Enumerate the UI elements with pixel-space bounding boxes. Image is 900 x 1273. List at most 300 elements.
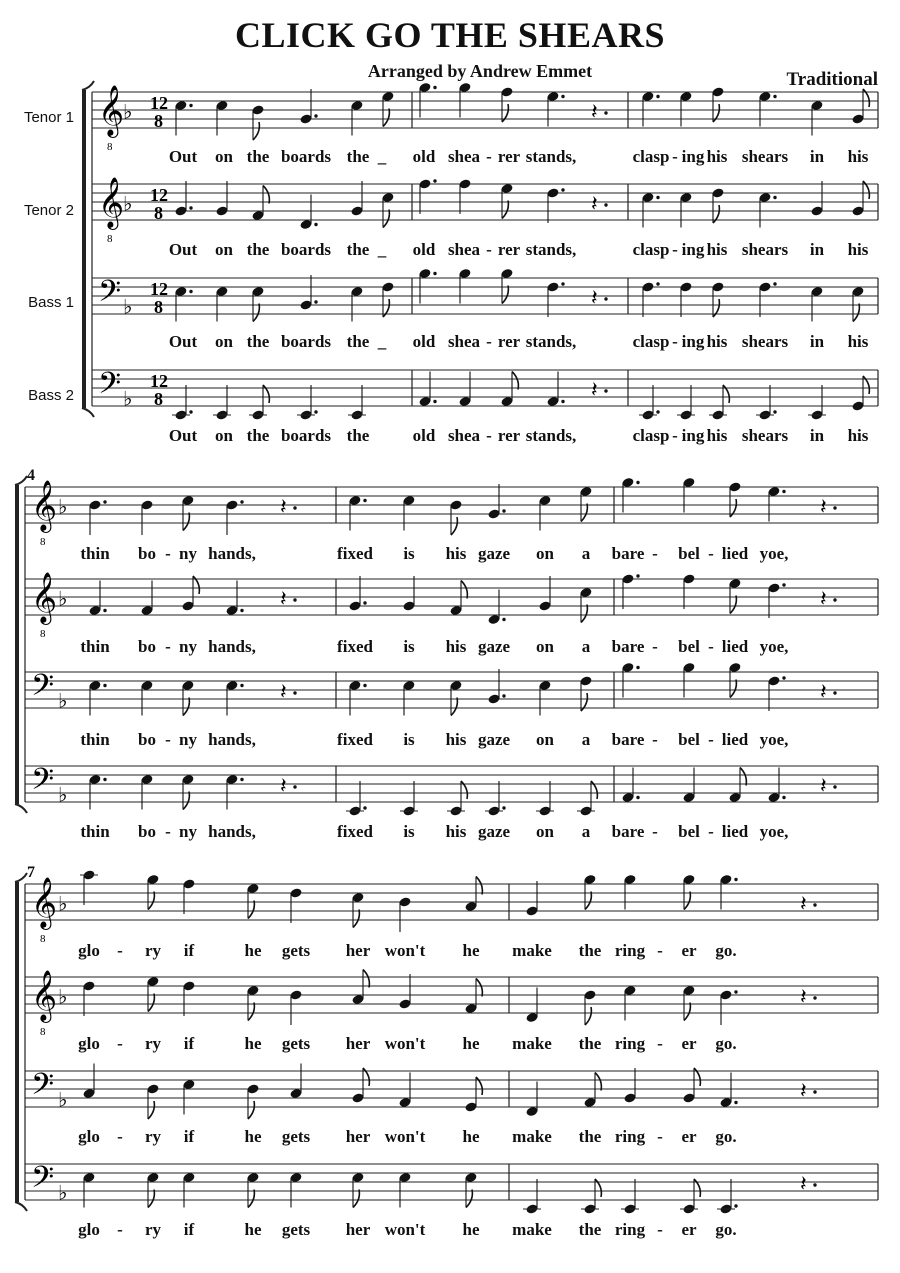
lyric-syllable: -	[165, 637, 171, 656]
lyric-syllable: his	[706, 332, 728, 351]
lyric-syllable: shea	[447, 147, 481, 166]
treble-clef-icon: 𝄞	[31, 572, 58, 623]
quarter-rest-icon: 𝄽	[591, 378, 598, 403]
note-dot	[782, 796, 785, 799]
lyric-syllable: on	[215, 240, 233, 259]
lyric-syllable: the	[578, 1220, 602, 1239]
lyric-syllable: if	[183, 941, 195, 960]
note-flag	[148, 892, 154, 910]
note-dot	[561, 95, 564, 98]
note-flag	[383, 109, 389, 127]
quarter-rest-icon: 𝄽	[280, 774, 287, 799]
lyric-syllable: ring	[614, 941, 646, 960]
lyric-syllable: is	[403, 822, 415, 841]
lyric-syllable: -	[657, 1220, 663, 1239]
note-dot	[773, 95, 776, 98]
lyric-syllable: -	[165, 544, 171, 563]
note-flag	[148, 994, 154, 1012]
note-dot	[656, 282, 659, 285]
note-dot	[314, 223, 317, 226]
lyric-syllable: in	[809, 426, 825, 445]
part-label-tenor-2: Tenor 2	[23, 202, 74, 219]
lyric-syllable: bo	[138, 637, 156, 656]
note-dot	[636, 796, 639, 799]
lyric-syllable: -	[117, 1034, 123, 1053]
lyric-syllable: shears	[741, 426, 789, 445]
note-dot	[782, 583, 785, 586]
lyric-syllable: gets	[281, 1220, 311, 1239]
lyric-syllable: her	[345, 1220, 371, 1239]
lyric-syllable: his	[445, 822, 467, 841]
lyric-syllable: fixed	[337, 822, 373, 841]
lyric-syllable: glo	[78, 1034, 100, 1053]
lyric-syllable: shea	[447, 332, 481, 351]
quarter-rest-icon: 𝄽	[800, 985, 807, 1010]
rest-dot	[604, 111, 607, 114]
lyric-syllable: stands,	[525, 332, 577, 351]
time-signature-bottom: 8	[154, 297, 163, 317]
treble-clef-icon: 𝄞	[98, 85, 125, 136]
lyric-syllable: -	[657, 1034, 663, 1053]
lyric-syllable: -	[708, 822, 714, 841]
lyric-syllable: won't	[384, 1127, 426, 1146]
lyric-syllable: _	[377, 240, 387, 259]
composer-credit: Traditional	[786, 69, 878, 90]
lyric-syllable: -	[708, 544, 714, 563]
lyric-syllable: gets	[281, 1127, 311, 1146]
lyric-syllable: her	[345, 1127, 371, 1146]
note-dot	[433, 272, 436, 275]
lyric-syllable: he	[244, 1127, 262, 1146]
lyric-syllable: shea	[447, 426, 481, 445]
lyric-syllable: clasp	[632, 332, 670, 351]
lyric-syllable: -	[486, 240, 492, 259]
lyric-syllable: rer	[497, 147, 521, 166]
note-flag	[183, 513, 189, 531]
measure-number-4: 4	[27, 467, 35, 484]
lyric-syllable: fixed	[337, 637, 373, 656]
octave-mark: 8	[40, 1026, 46, 1038]
lyric-syllable: her	[345, 941, 371, 960]
system-bracket	[82, 90, 86, 408]
lyric-syllable: shears	[741, 332, 789, 351]
note-dot	[782, 490, 785, 493]
lyric-syllable: stands,	[525, 240, 577, 259]
flat-icon: ♭	[123, 386, 133, 411]
note-dot	[433, 86, 436, 89]
quarter-rest-icon: 𝄽	[820, 680, 827, 705]
note-dot	[189, 290, 192, 293]
octave-mark: 8	[40, 933, 46, 945]
lyric-syllable: lied	[721, 822, 749, 841]
lyric-syllable: ny	[179, 637, 197, 656]
lyric-syllable: on	[215, 147, 233, 166]
lyric-syllable: boards	[280, 332, 332, 351]
lyric-syllable: make	[512, 1220, 552, 1239]
lyric-syllable: shea	[447, 240, 481, 259]
lyric-syllable: -	[117, 1220, 123, 1239]
lyric-syllable: ry	[144, 941, 162, 960]
lyric-syllable: yoe,	[759, 822, 789, 841]
lyric-syllable: ny	[179, 730, 197, 749]
lyric-syllable: bel	[678, 730, 700, 749]
note-flag	[730, 596, 736, 614]
lyric-syllable: ring	[614, 1034, 646, 1053]
lyric-syllable: hands,	[208, 637, 256, 656]
note-flag	[512, 372, 518, 390]
lyric-syllable: won't	[384, 1220, 426, 1239]
lyric-syllable: ry	[144, 1127, 162, 1146]
note-flag	[585, 892, 591, 910]
note-dot	[189, 410, 192, 413]
bass-clef-icon: 𝄢	[98, 275, 122, 316]
note-dot	[636, 574, 639, 577]
time-signature-bottom: 8	[154, 111, 163, 131]
lyric-syllable: -	[117, 941, 123, 960]
note-flag	[502, 201, 508, 219]
lyric-syllable: -	[708, 730, 714, 749]
note-dot	[502, 509, 505, 512]
flat-icon: ♭	[123, 99, 133, 124]
lyric-syllable: on	[536, 730, 554, 749]
note-dot	[103, 609, 106, 612]
lyric-syllable: her	[345, 1034, 371, 1053]
lyric-syllable: -	[486, 147, 492, 166]
lyric-syllable: -	[486, 426, 492, 445]
lyric-syllable: his	[847, 240, 869, 259]
lyric-syllable: hands,	[208, 544, 256, 563]
lyric-syllable: he	[462, 1220, 480, 1239]
note-flag	[853, 304, 859, 322]
time-signature-top: 12	[150, 185, 168, 205]
lyric-syllable: ry	[144, 1220, 162, 1239]
lyric-syllable: the	[246, 147, 270, 166]
lyric-syllable: thin	[80, 822, 110, 841]
note-dot	[433, 400, 436, 403]
lyric-syllable: bo	[138, 544, 156, 563]
lyric-syllable: -	[652, 637, 658, 656]
lyric-syllable: a	[581, 730, 591, 749]
quarter-rest-icon: 𝄽	[280, 587, 287, 612]
lyric-syllable: he	[244, 1034, 262, 1053]
note-dot	[773, 282, 776, 285]
lyric-syllable: gets	[281, 941, 311, 960]
lyric-syllable: ny	[179, 544, 197, 563]
bass-clef-icon: 𝄢	[31, 1161, 55, 1202]
rest-dot	[604, 389, 607, 392]
lyric-syllable: gaze	[477, 544, 511, 563]
lyric-syllable: thin	[80, 637, 110, 656]
lyric-syllable: his	[706, 147, 728, 166]
note-dot	[314, 114, 317, 117]
part-label-bass-1: Bass 1	[28, 294, 74, 311]
note-dot	[103, 684, 106, 687]
note-dot	[773, 410, 776, 413]
lyric-syllable: ry	[144, 1034, 162, 1053]
measure-number-7: 7	[27, 864, 35, 881]
lyric-syllable: -	[117, 1127, 123, 1146]
note-dot	[734, 878, 737, 881]
lyric-syllable: the	[246, 240, 270, 259]
lyric-syllable: bel	[678, 544, 700, 563]
flat-icon: ♭	[58, 782, 68, 807]
lyric-syllable: go.	[715, 1220, 737, 1239]
lyric-syllable: go.	[715, 1127, 737, 1146]
lyric-syllable: in	[809, 240, 825, 259]
lyric-syllable: ing	[681, 147, 705, 166]
note-dot	[103, 500, 106, 503]
time-signature-bottom: 8	[154, 389, 163, 409]
lyric-syllable: thin	[80, 730, 110, 749]
quarter-rest-icon: 𝄽	[800, 892, 807, 917]
note-flag	[581, 504, 587, 522]
lyric-syllable: glo	[78, 1220, 100, 1239]
note-dot	[240, 500, 243, 503]
note-dot	[189, 104, 192, 107]
lyric-syllable: thin	[80, 544, 110, 563]
flat-icon: ♭	[58, 1087, 68, 1112]
lyric-syllable: _	[377, 147, 387, 166]
lyric-syllable: his	[445, 637, 467, 656]
flat-icon: ♭	[58, 688, 68, 713]
lyric-syllable: his	[706, 240, 728, 259]
lyric-syllable: is	[403, 637, 415, 656]
lyric-syllable: gaze	[477, 822, 511, 841]
lyric-syllable: clasp	[632, 426, 670, 445]
lyric-syllable: -	[486, 332, 492, 351]
lyric-syllable: boards	[280, 147, 332, 166]
lyric-syllable: stands,	[525, 426, 577, 445]
octave-mark: 8	[107, 233, 113, 245]
lyric-syllable: ny	[179, 822, 197, 841]
lyric-syllable: his	[445, 730, 467, 749]
note-flag	[684, 892, 690, 910]
lyric-syllable: -	[165, 730, 171, 749]
bracket-hook	[15, 1202, 27, 1211]
lyric-syllable: Out	[168, 147, 198, 166]
rest-dot	[833, 691, 836, 694]
lyric-syllable: his	[706, 426, 728, 445]
quarter-rest-icon: 𝄽	[800, 1172, 807, 1197]
bass-clef-icon: 𝄢	[31, 1068, 55, 1109]
note-flag	[353, 1190, 359, 1208]
lyric-syllable: yoe,	[759, 730, 789, 749]
lyric-syllable: a	[581, 822, 591, 841]
note-flag	[476, 877, 482, 895]
bass-clef-icon: 𝄢	[31, 669, 55, 710]
lyric-syllable: hands,	[208, 730, 256, 749]
lyric-syllable: on	[536, 822, 554, 841]
flat-icon: ♭	[58, 1180, 68, 1205]
lyric-syllable: won't	[384, 941, 426, 960]
note-flag	[461, 581, 467, 599]
lyric-syllable: boards	[280, 426, 332, 445]
quarter-rest-icon: 𝄽	[591, 100, 598, 125]
lyric-syllable: won't	[384, 1034, 426, 1053]
lyric-syllable: rer	[497, 240, 521, 259]
rest-dot	[833, 598, 836, 601]
note-flag	[730, 680, 736, 698]
treble-clef-icon: 𝄞	[31, 970, 58, 1021]
lyric-syllable: lied	[721, 730, 749, 749]
note-dot	[734, 1204, 737, 1207]
lyric-syllable: if	[183, 1220, 195, 1239]
rest-dot	[833, 506, 836, 509]
lyric-syllable: gaze	[477, 637, 511, 656]
note-dot	[636, 481, 639, 484]
note-dot	[502, 694, 505, 697]
quarter-rest-icon: 𝄽	[591, 286, 598, 311]
lyric-syllable: -	[657, 941, 663, 960]
note-flag	[248, 1190, 254, 1208]
flat-icon: ♭	[58, 586, 68, 611]
bracket-hook	[15, 873, 27, 882]
note-flag	[148, 1101, 154, 1119]
lyric-syllable: lied	[721, 544, 749, 563]
lyric-syllable: fixed	[337, 544, 373, 563]
lyric-syllable: er	[681, 1220, 697, 1239]
note-dot	[189, 206, 192, 209]
flat-icon: ♭	[58, 891, 68, 916]
part-label-bass-2: Bass 2	[28, 387, 74, 404]
quarter-rest-icon: 𝄽	[820, 774, 827, 799]
note-dot	[502, 806, 505, 809]
lyric-syllable: make	[512, 941, 552, 960]
lyric-syllable: glo	[78, 941, 100, 960]
lyric-syllable: -	[652, 822, 658, 841]
lyric-syllable: ring	[614, 1127, 646, 1146]
note-flag	[248, 1003, 254, 1021]
lyric-syllable: -	[708, 637, 714, 656]
lyric-syllable: the	[346, 240, 370, 259]
note-flag	[253, 122, 259, 140]
lyric-syllable: ing	[681, 332, 705, 351]
note-dot	[636, 666, 639, 669]
note-dot	[363, 806, 366, 809]
lyric-syllable: bo	[138, 730, 156, 749]
lyric-syllable: clasp	[632, 240, 670, 259]
lyric-syllable: boards	[280, 240, 332, 259]
note-flag	[502, 286, 508, 304]
lyric-syllable: in	[809, 332, 825, 351]
lyric-syllable: old	[412, 147, 436, 166]
treble-clef-icon: 𝄞	[98, 177, 125, 228]
note-dot	[314, 300, 317, 303]
lyric-syllable: bel	[678, 637, 700, 656]
lyric-syllable: yoe,	[759, 637, 789, 656]
note-flag	[684, 1003, 690, 1021]
lyric-syllable: the	[578, 1034, 602, 1053]
note-flag	[451, 698, 457, 716]
lyric-syllable: -	[672, 426, 678, 445]
lyric-syllable: the	[346, 332, 370, 351]
lyric-syllable: ring	[614, 1220, 646, 1239]
note-flag	[148, 1190, 154, 1208]
rest-dot	[833, 785, 836, 788]
note-dot	[314, 410, 317, 413]
lyric-syllable: his	[847, 147, 869, 166]
rest-dot	[293, 506, 296, 509]
lyric-syllable: on	[215, 426, 233, 445]
lyric-syllable: er	[681, 1127, 697, 1146]
rest-dot	[604, 203, 607, 206]
time-signature-top: 12	[150, 371, 168, 391]
lyric-syllable: -	[657, 1127, 663, 1146]
lyric-syllable: the	[578, 1127, 602, 1146]
rest-dot	[813, 1090, 816, 1093]
quarter-rest-icon: 𝄽	[800, 1079, 807, 1104]
note-dot	[782, 676, 785, 679]
note-dot	[103, 778, 106, 781]
lyric-syllable: a	[581, 544, 591, 563]
note-flag	[476, 979, 482, 997]
rest-dot	[293, 691, 296, 694]
lyric-syllable: go.	[715, 1034, 737, 1053]
bass-clef-icon: 𝄢	[31, 763, 55, 804]
rest-dot	[293, 785, 296, 788]
lyric-syllable: is	[403, 730, 415, 749]
lyric-syllable: on	[215, 332, 233, 351]
note-dot	[734, 1101, 737, 1104]
note-dot	[363, 684, 366, 687]
quarter-rest-icon: 𝄽	[280, 495, 287, 520]
lyric-syllable: gets	[281, 1034, 311, 1053]
lyric-syllable: bare	[611, 822, 645, 841]
note-flag	[183, 792, 189, 810]
lyric-syllable: old	[412, 332, 436, 351]
flat-icon: ♭	[123, 294, 133, 319]
rest-dot	[813, 996, 816, 999]
lyric-syllable: shears	[741, 240, 789, 259]
piece-title: CLICK GO THE SHEARS	[235, 15, 665, 55]
lyric-syllable: on	[536, 544, 554, 563]
note-dot	[363, 499, 366, 502]
quarter-rest-icon: 𝄽	[820, 495, 827, 520]
lyric-syllable: bare	[611, 730, 645, 749]
note-dot	[240, 778, 243, 781]
note-flag	[248, 1101, 254, 1119]
quarter-rest-icon: 𝄽	[591, 192, 598, 217]
lyric-syllable: yoe,	[759, 544, 789, 563]
lyric-syllable: Out	[168, 426, 198, 445]
lyric-syllable: make	[512, 1034, 552, 1053]
note-flag	[581, 605, 587, 623]
note-dot	[240, 684, 243, 687]
note-flag	[466, 1190, 472, 1208]
lyric-syllable: lied	[721, 637, 749, 656]
lyric-syllable: he	[244, 1220, 262, 1239]
lyric-syllable: hands,	[208, 822, 256, 841]
lyric-syllable: rer	[497, 426, 521, 445]
arranger-credit: Arranged by Andrew Emmet	[367, 61, 593, 81]
lyric-syllable: er	[681, 941, 697, 960]
lyric-syllable: stands,	[525, 147, 577, 166]
note-dot	[656, 196, 659, 199]
lyric-syllable: glo	[78, 1127, 100, 1146]
lyric-syllable: old	[412, 240, 436, 259]
lyric-syllable: the	[246, 332, 270, 351]
rest-dot	[293, 598, 296, 601]
rest-dot	[813, 903, 816, 906]
quarter-rest-icon: 𝄽	[280, 680, 287, 705]
flat-icon: ♭	[123, 191, 133, 216]
lyric-syllable: bare	[611, 637, 645, 656]
note-dot	[240, 609, 243, 612]
note-dot	[656, 410, 659, 413]
note-dot	[363, 601, 366, 604]
lyric-syllable: he	[462, 941, 480, 960]
note-dot	[773, 196, 776, 199]
